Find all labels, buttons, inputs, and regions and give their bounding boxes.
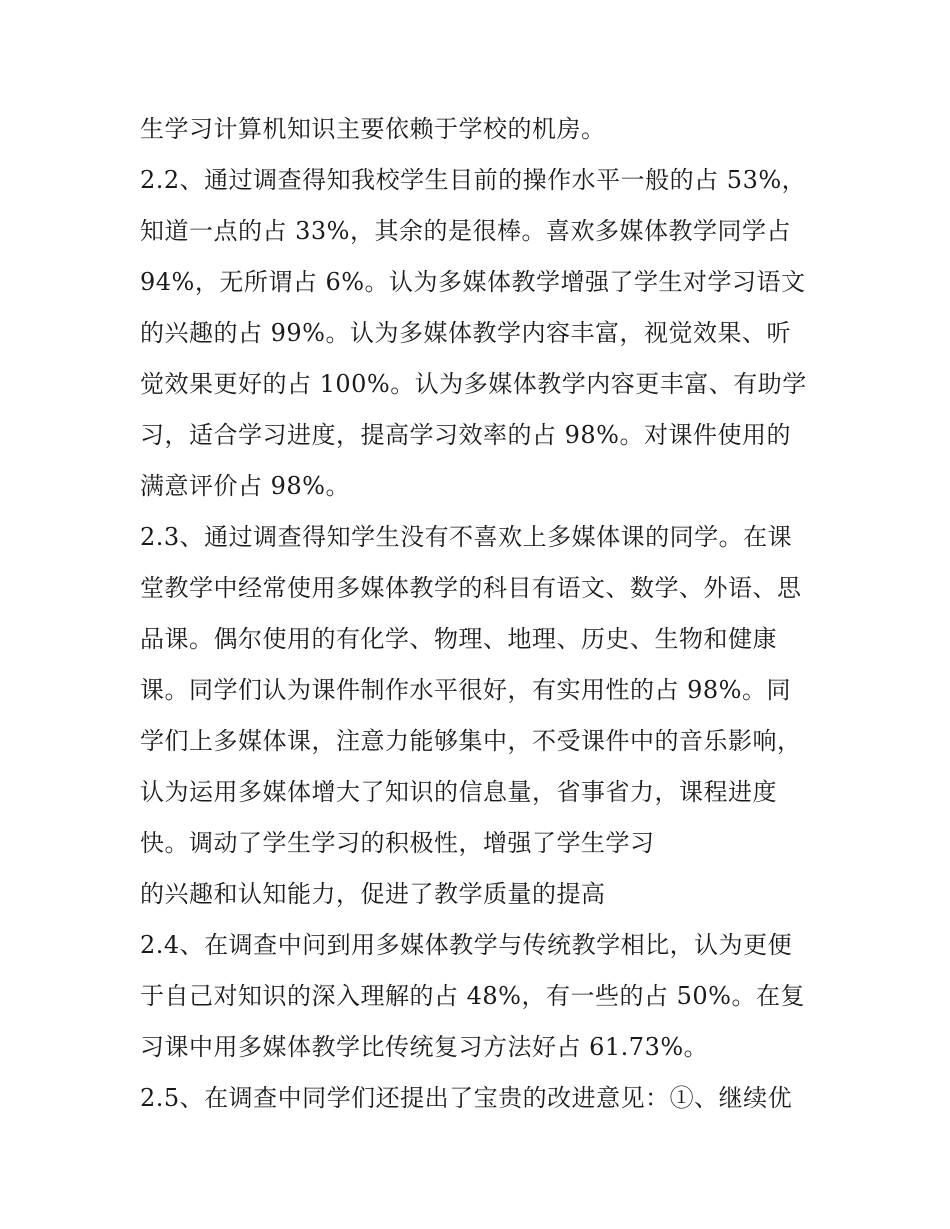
text-line: 的兴趣和认知能力，促进了教学质量的提高 [140, 880, 606, 908]
text-line: 于自己对知识的深入理解的占 48%，有一些的占 50%。在复 [140, 982, 805, 1010]
text-line: 习课中用多媒体教学比传统复习方法好占 61.73%。 [140, 1033, 709, 1061]
text-line: 快。调动了学生学习的积极性，增强了学生学习 [140, 829, 655, 857]
text-line: 2.4、在调查中问到用多媒体教学与传统教学相比，认为更便 [140, 931, 793, 959]
text-line: 生学习计算机知识主要依赖于学校的机房。 [140, 115, 606, 143]
text-line: 堂教学中经常使用多媒体教学的科目有语文、数学、外语、思 [140, 574, 802, 602]
text-line: 课。同学们认为课件制作水平很好，有实用性的占 98%。同 [140, 676, 791, 704]
text-line: 觉效果更好的占 100%。认为多媒体教学内容更丰富、有助学 [140, 370, 807, 398]
text-line: 认为运用多媒体增大了知识的信息量，省事省力，课程进度 [140, 778, 777, 806]
text-line: 2.5、在调查中同学们还提出了宝贵的改进意见：①、继续优 [140, 1084, 793, 1112]
text-line: 2.2、通过调查得知我校学生目前的操作水平一般的占 53%， [140, 166, 807, 194]
text-line: 2.3、通过调查得知学生没有不喜欢上多媒体课的同学。在课 [140, 523, 793, 551]
text-line: 学们上多媒体课，注意力能够集中，不受课件中的音乐影响， [140, 727, 802, 755]
text-line: 94%，无所谓占 6%。认为多媒体教学增强了学生对学习语文 [140, 268, 806, 296]
text-line: 的兴趣的占 99%。认为多媒体教学内容丰富，视觉效果、听 [140, 319, 791, 347]
text-line: 满意评价占 98%。 [140, 472, 350, 500]
text-line: 品课。偶尔使用的有化学、物理、地理、历史、生物和健康 [140, 625, 777, 653]
text-line: 习，适合学习进度，提高学习效率的占 98%。对课件使用的 [140, 421, 791, 449]
text-line: 知道一点的占 33%，其余的是很棒。喜欢多媒体教学同学占 [140, 217, 791, 245]
